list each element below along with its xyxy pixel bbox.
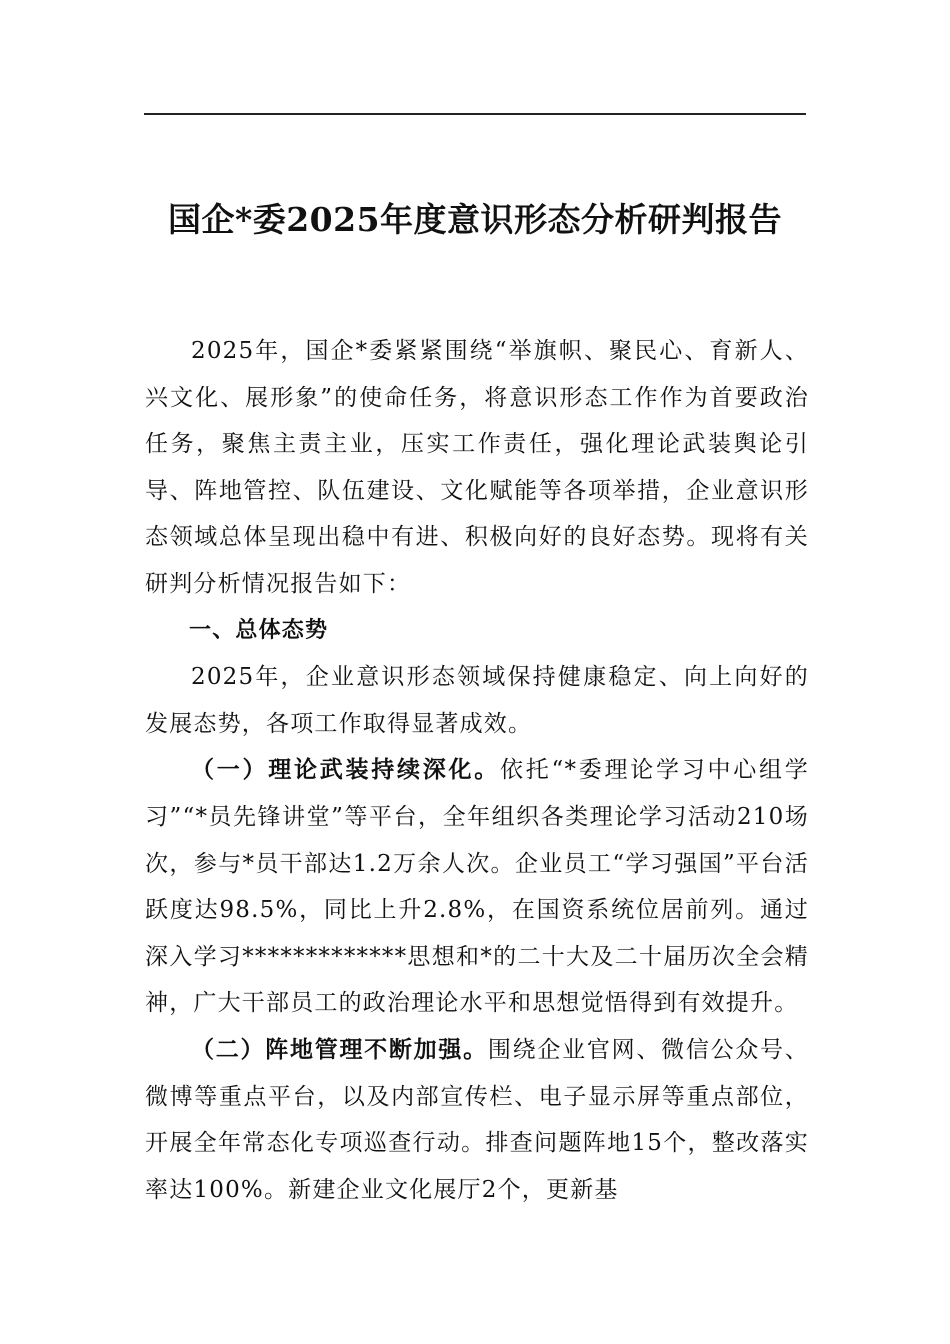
subheading-position: （二）阵地管理不断加强。 <box>191 1035 488 1063</box>
paragraph-theory-text: 依托“*委理论学习中心组学习”“*员先锋讲堂”等平台，全年组织各类理论学习活动210场次，参与*员干部达1.2万余人次。企业员工“学习强国”平台活跃度达98.5%，同比上升2.8%，在国资系统位居前列。通过深入学习*************思想和*的二十大及二十届历次全会精神，广大干部员工的政治理论水平和思想觉悟得到有效提升。 <box>145 757 809 1017</box>
header-rule <box>144 113 806 115</box>
paragraph-position-text: 围绕企业官网、微信公众号、微博等重点平台，以及内部宣传栏、电子显示屏等重点部位，开展全年常态化专项巡查行动。排查问题阵地15个，整改落实率达100%。新建企业文化展厅2个，更新基 <box>145 1036 809 1203</box>
section-summary-paragraph: 2025年，企业意识形态领域保持健康稳定、向上向好的发展态势，各项工作取得显著成效。 <box>145 664 809 737</box>
subheading-theory: （一）理论武装持续深化。 <box>191 756 501 784</box>
page-title: 国企*委2025年度意识形态分析研判报告 <box>167 200 783 239</box>
paragraph-theory <box>145 747 809 1027</box>
section-heading-overall: 一、总体态势 <box>189 617 329 643</box>
intro-paragraph: 2025年，国企*委紧紧围绕“举旗帜、聚民心、育新人、兴文化、展形象”的使命任务，将意识形态工作作为首要政治任务，聚焦主责主业，压实工作责任，强化理论武装舆论引导、阵地管控、队伍建设、文化赋能等各项举措，企业意识形态领域总体呈现出稳中有进、积极向好的良好态势。现将有关研判分析情况报告如下： <box>145 338 809 597</box>
document-body <box>145 328 809 1213</box>
paragraph-position <box>145 1027 809 1213</box>
